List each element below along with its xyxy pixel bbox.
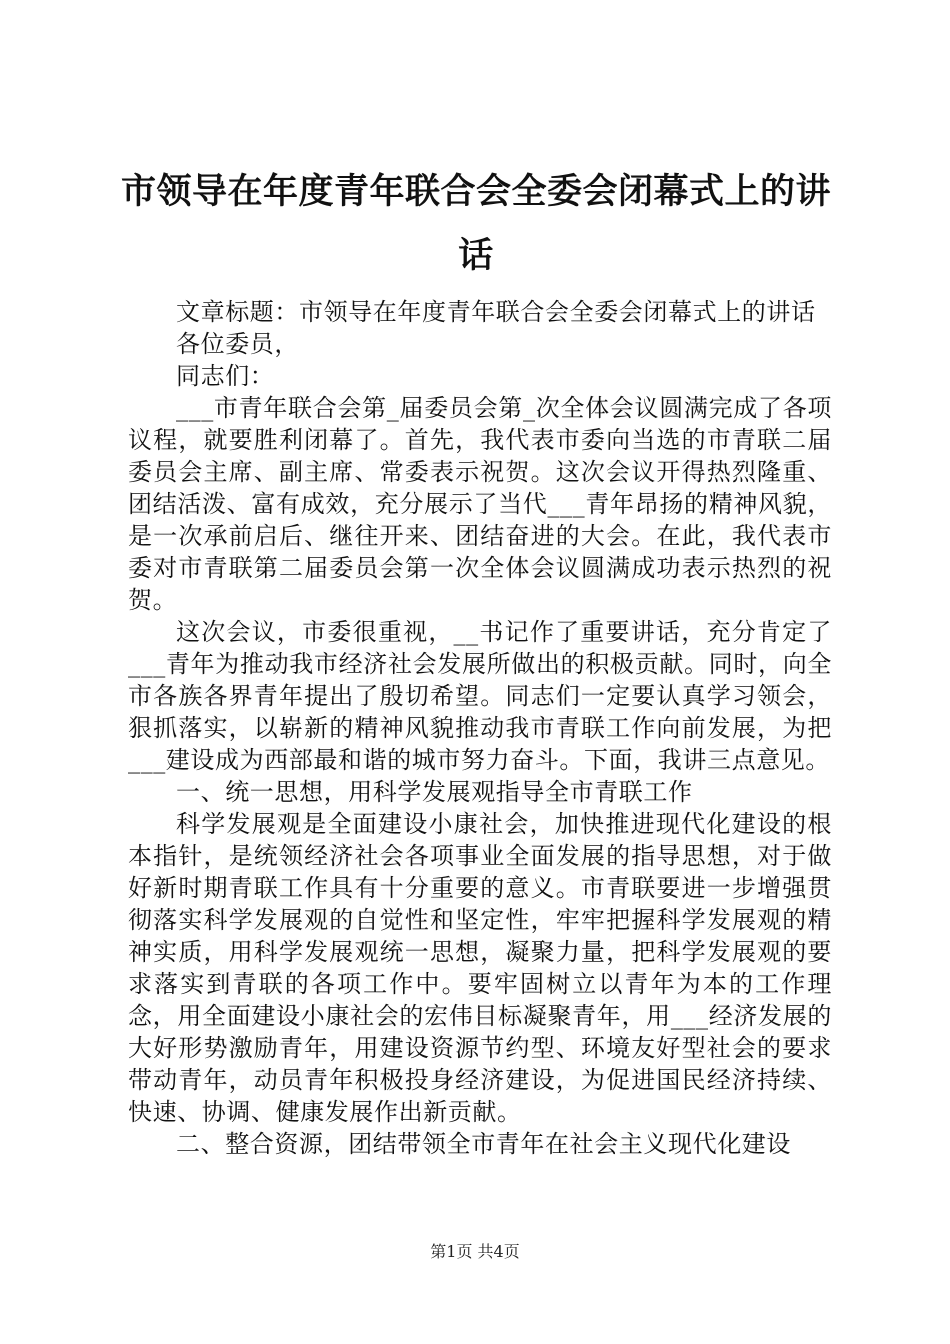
document-body bbox=[128, 296, 832, 1160]
document-title: 市领导在年度青年联合会全委会闭幕式上的讲话 bbox=[120, 171, 831, 276]
salutation-comrades: 同志们： bbox=[176, 362, 275, 390]
article-title-line: 文章标题：市领导在年度青年联合会全委会闭幕式上的讲话 bbox=[176, 298, 816, 326]
section-heading-2: 二、整合资源，团结带领全市青年在社会主义现代化建设 bbox=[176, 1130, 791, 1158]
section-heading-1: 一、统一思想，用科学发展观指导全市青联工作 bbox=[176, 778, 693, 806]
paragraph-meeting: 这次会议，市委很重视，__书记作了重要讲话，充分肯定了___青年为推动我市经济社会发展所做出的积极贡献。同时，向全市各族各界青年提出了殷切希望。同志们一定要认真学习领会，狠抓落实，以崭新的精神风貌推动我市青联工作向前发展，为把___建设成为西部最和谐的城市努力奋斗。下面，我讲三点意见。 bbox=[128, 618, 832, 774]
paragraph-opening: ___市青年联合会第_届委员会第_次全体会议圆满完成了各项议程，就要胜利闭幕了。首先，我代表市委向当选的市青联二届委员会主席、副主席、常委表示祝贺。这次会议开得热烈隆重、团结活泼、富有成效，充分展示了当代___青年昂扬的精神风貌，是一次承前启后、继往开来、团结奋进的大会。在此，我代表市委对市青联第二届委员会第一次全体会议圆满成功表示热烈的祝贺。 bbox=[128, 394, 832, 614]
page-footer: 第1页 共4页 bbox=[430, 1242, 520, 1261]
paragraph-section-1: 科学发展观是全面建设小康社会，加快推进现代化建设的根本指针，是统领经济社会各项事业全面发展的指导思想，对于做好新时期青联工作具有十分重要的意义。市青联要进一步增强贯彻落实科学发展观的自觉性和坚定性，牢牢把握科学发展观的精神实质，用科学发展观统一思想，凝聚力量，把科学发展观的要求落实到青联的各项工作中。要牢固树立以青年为本的工作理念，用全面建设小康社会的宏伟目标凝聚青年，用___经济发展的大好形势激励青年，用建设资源节约型、环境友好型社会的要求带动青年，动员青年积极投身经济建设，为促进国民经济持续、快速、协调、健康发展作出新贡献。 bbox=[128, 810, 832, 1126]
salutation-members: 各位委员， bbox=[176, 330, 299, 358]
